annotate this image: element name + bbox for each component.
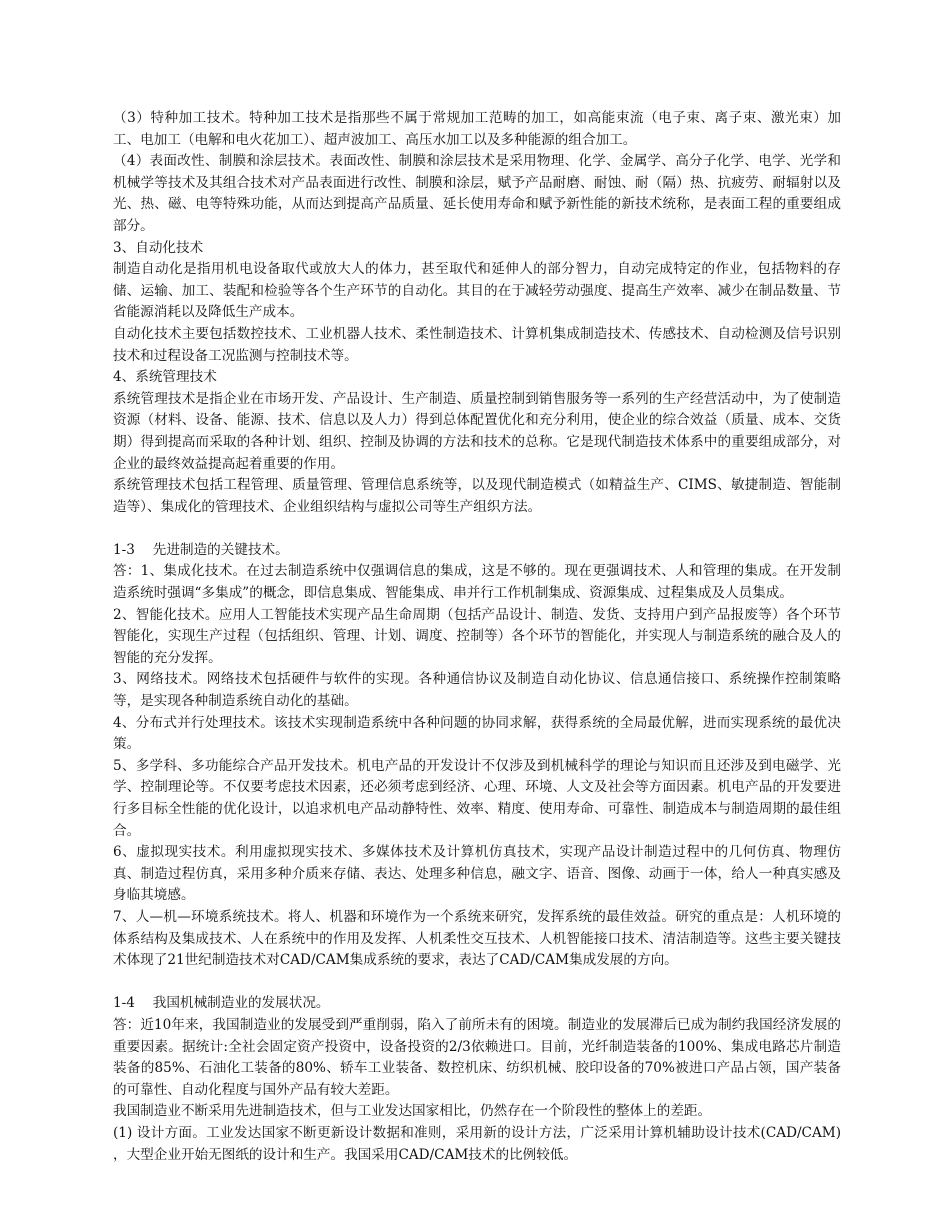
blank-line [113, 518, 841, 540]
paragraph-system-management-scope: 系统管理技术包括工程管理、质量管理、管理信息系统等，以及现代制造模式（如精益生产、CIMS、敏捷制造、智能制造等）、集成化的管理技术、企业组织结构与虚拟公司等生产组织方法。 [113, 477, 841, 515]
heading-section-1-4: 1-4 我国机械制造业的发展状况。 [113, 995, 330, 1012]
paragraph-intelligence: 2、智能化技术。应用人工智能技术实现产品生命周期（包括产品设计、制造、发货、支持用户到产品报废等）各个环节智能化，实现生产过程（包括组织、管理、计划、调度、控制等）各个环节的智能化，并实现人与制造系统的融合及人的智能的充分发挥。 [113, 606, 841, 666]
paragraph-network: 3、网络技术。网络技术包括硬件与软件的实现。各种通信协议及制造自动化协议、信息通信接口、系统操作控制策略等，是实现各种制造系统自动化的基础。 [113, 671, 841, 710]
paragraph-virtual-reality: 6、虚拟现实技术。利用虚拟现实技术、多媒体技术及计算机仿真技术，实现产品设计制造过程中的几何仿真、物理仿真、制造过程仿真，采用多种介质来存储、表达、处理多种信息，融文字、语音、图像、动画于一体，给人一种真实感及身临其境感。 [113, 844, 841, 904]
paragraph-automation-definition: 制造自动化是指用机电设备取代或放大人的体力，甚至取代和延伸人的部分智力，自动完成特定的作业，包括物料的存储、运输、加工、装配和检验等各个生产环节的自动化。其目的在于减轻劳动强度、提高生产效率、减少在制品数量、节省能源消耗以及降低生产成本。 [113, 261, 841, 321]
heading-automation: 3、自动化技术 [113, 239, 204, 256]
blank-line [113, 972, 841, 994]
paragraph-human-machine: 7、人—机—环境系统技术。将人、机器和环境作为一个系统来研究，发挥系统的最佳效益。研究的重点是：人机环境的体系结构及集成技术、人在系统中的作用及发挥、人机柔性交互技术、人机智能接口技术、清洁制造等。这些主要关键技术体现了21世纪制造技术对CAD/CAM集成系统的要求，表达了CAD/CAM集成发展的方向。 [113, 908, 841, 969]
paragraph-automation-scope: 自动化技术主要包括数控技术、工业机器人技术、柔性制造技术、计算机集成制造技术、传感技术、自动检测及信号识别技术和过程设备工况监测与控制技术等。 [113, 325, 841, 364]
paragraph-integration: 答：1、集成化技术。在过去制造系统中仅强调信息的集成，这是不够的。现在更强调技术、人和管理的集成。在开发制造系统时强调“多集成”的概念，即信息集成、智能集成、串并行工作机制集成、资源集成、过程集成及人员集成。 [113, 563, 841, 602]
paragraph-special-machining: （3）特种加工技术。特种加工技术是指那些不属于常规加工范畴的加工，如高能束流（电子束、离子束、激光束）加工、电加工（电解和电火花加工）、超声波加工、高压水加工以及多种能源的组合加工。 [113, 110, 841, 148]
paragraph-system-management-definition: 系统管理技术是指企业在市场开发、产品设计、生产制造、质量控制到销售服务等一系列的生产经营活动中，为了使制造资源（材料、设备、能源、技术、信息以及人力）得到总体配置优化和充分利用，使企业的综合效益（质量、成本、交货期）得到提高而采取的各种计划、组织、控制及协调的方法和技术的总称。它是现代制造技术体系中的重要组成部分，对企业的最终效益提高起着重要的作用。 [113, 390, 841, 472]
paragraph-distributed: 4、分布式并行处理技术。该技术实现制造系统中各种问题的协同求解，获得系统的全局最优解，进而实现系统的最优决策。 [113, 714, 841, 753]
paragraph-china-status: 答：近10年来，我国制造业的发展受到严重削弱，陷入了前所未有的困境。制造业的发展滞后已成为制约我国经济发展的重要因素。据统计:全社会固定资产投资中，设备投资的2/3依赖进口。目前，光纤制造装备的100%、集成电路芯片制造装备的85%、石油化工装备的80%、轿车工业装备、数控机床、纺织机械、胶印设备的70%被进口产品占领，国产装备的可靠性、自动化程度与国外产品有较大差距。 [113, 1016, 841, 1098]
paragraph-surface-modification: （4）表面改性、制膜和涂层技术。表面改性、制膜和涂层技术是采用物理、化学、金属学、高分子化学、电学、光学和机械学等技术及其组合技术对产品表面进行改性、制膜和涂层，赋予产品耐磨、耐蚀、耐（隔）热、抗疲劳、耐辐射以及光、热、磁、电等特殊功能，从而达到提高产品质量、延长使用寿命和赋予新性能的新技术统称，是表面工程的重要组成部分。 [113, 153, 841, 234]
heading-system-management: 4、系统管理技术 [113, 369, 217, 386]
paragraph-design-aspect: (1) 设计方面。工业发达国家不断更新设计数据和准则，采用新的设计方法，广泛采用计算机辅助设计技术(CAD/CAM) ，大型企业开始无图纸的设计和生产。我国采用CAD/CAM技术的比例较低。 [113, 1124, 841, 1163]
document-page [113, 108, 841, 1166]
heading-section-1-3: 1-3 先进制造的关键技术。 [113, 541, 289, 558]
paragraph-multidiscipline: 5、多学科、多功能综合产品开发技术。机电产品的开发设计不仅涉及到机械科学的理论与知识而且还涉及到电磁学、光学、控制理论等。不仅要考虑技术因素，还必须考虑到经济、心理、环境、人文及社会等方面因素。机电产品的开发要进行多目标全性能的优化设计，以追求机电产品动静特性、效率、精度、使用寿命、可靠性、制造成本与制造周期的最佳组合。 [113, 757, 841, 839]
paragraph-gap: 我国制造业不断采用先进制造技术，但与工业发达国家相比，仍然存在一个阶段性的整体上的差距。 [113, 1103, 712, 1120]
